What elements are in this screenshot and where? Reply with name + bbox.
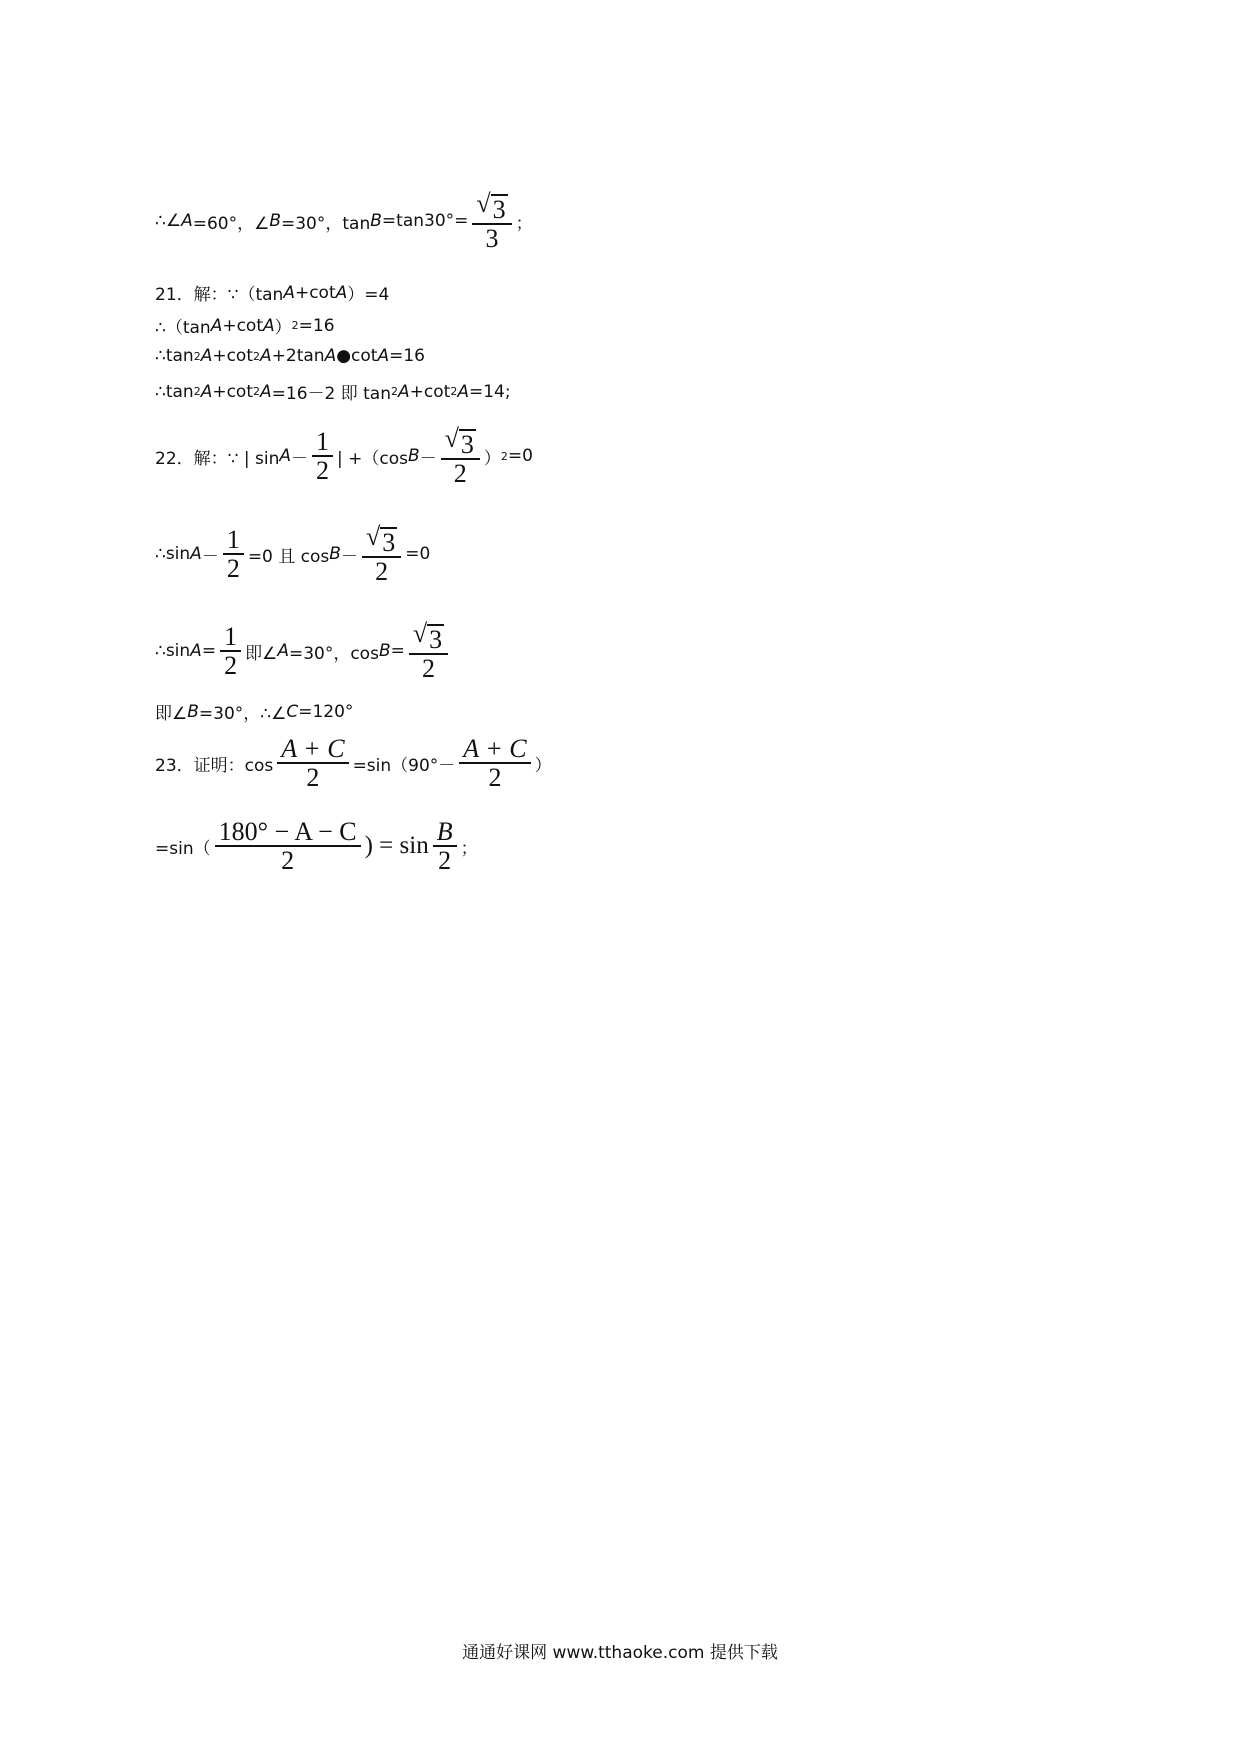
var-b: B	[370, 211, 382, 232]
text: =60°，∠	[192, 213, 270, 234]
fraction-a-plus-c-over-2: $\frac{A + C}{2}$	[459, 735, 530, 792]
fraction-sqrt3-over-2: √ 3 2	[441, 425, 480, 488]
fraction-a-plus-c-over-2: $\frac{A + C}{2}$	[277, 735, 348, 792]
q22-line-2: ∴sin A － $\frac{1}{2}$ =0 且 cos B － √ 3 2 =0	[155, 522, 431, 587]
q22-line-4: 即∠ B =30°，∴∠ C =120°	[155, 701, 354, 724]
q21-line-4: ∴tan 2 A +cot 2 A =16－2 即 tan 2 A +cot 2 A =14;	[155, 381, 511, 404]
sqrt-symbol: √ 3	[444, 424, 474, 459]
var-a: A	[181, 211, 193, 232]
fraction-1-over-2: $\frac{1}{2}$	[220, 623, 241, 680]
fraction-sqrt3-over-2: √ 3 2	[362, 523, 401, 586]
q21-line-3: ∴tan 2 A +cot 2 A +2tan A ●cot A =16	[155, 346, 425, 366]
page-footer: 通通好课网 www.tthaoke.com 提供下载	[462, 1643, 778, 1663]
q23-line-2: =sin（ $\frac{180^\circ - A - C}{2}$ ) = sin $\frac{B}{2}$ ；	[155, 817, 478, 876]
var-b: B	[269, 211, 281, 232]
q23-line-1: 23．证明：cos $\frac{A + C}{2}$ =sin（90°－ $\frac{A + C}{2}$ ）	[155, 734, 552, 793]
q21-line-2: ∴（tan A +cot A ） 2 =16	[155, 315, 335, 338]
q21-line-1: 21．解：∵（tan A +cot A ）=4	[155, 282, 390, 305]
text: =30°，tan	[281, 213, 371, 234]
fraction-b-over-2: $\frac{B}{2}$	[433, 818, 457, 875]
text: =tan30°=	[381, 211, 469, 232]
fraction-1-over-2: $\frac{1}{2}$	[223, 526, 244, 583]
text: ；	[515, 213, 533, 234]
fraction-1-over-2: $\frac{1}{2}$	[312, 428, 333, 485]
line-angle-results	[155, 190, 533, 253]
fraction-sqrt3-over-3: √ 3 3	[472, 190, 511, 253]
fraction-sqrt3-over-2: √ 3 2	[409, 620, 448, 683]
q22-line-3: ∴sin A = $\frac{1}{2}$ 即∠ A =30°，cos B = √ 3 2	[155, 620, 452, 683]
sqrt-symbol: √ 3	[365, 522, 396, 557]
sqrt-symbol: √ 3	[412, 619, 443, 654]
sqrt-symbol: √ 3	[476, 189, 506, 224]
q22-line-1: 22．解：∵ | sin A － $\frac{1}{2}$ | +（cos B － √ 3 2 ） 2 =0	[155, 424, 533, 489]
fraction-180-minus-a-minus-c-over-2: $\frac{180^\circ - A - C}{2}$	[215, 818, 361, 875]
text: ∴∠	[155, 211, 182, 232]
